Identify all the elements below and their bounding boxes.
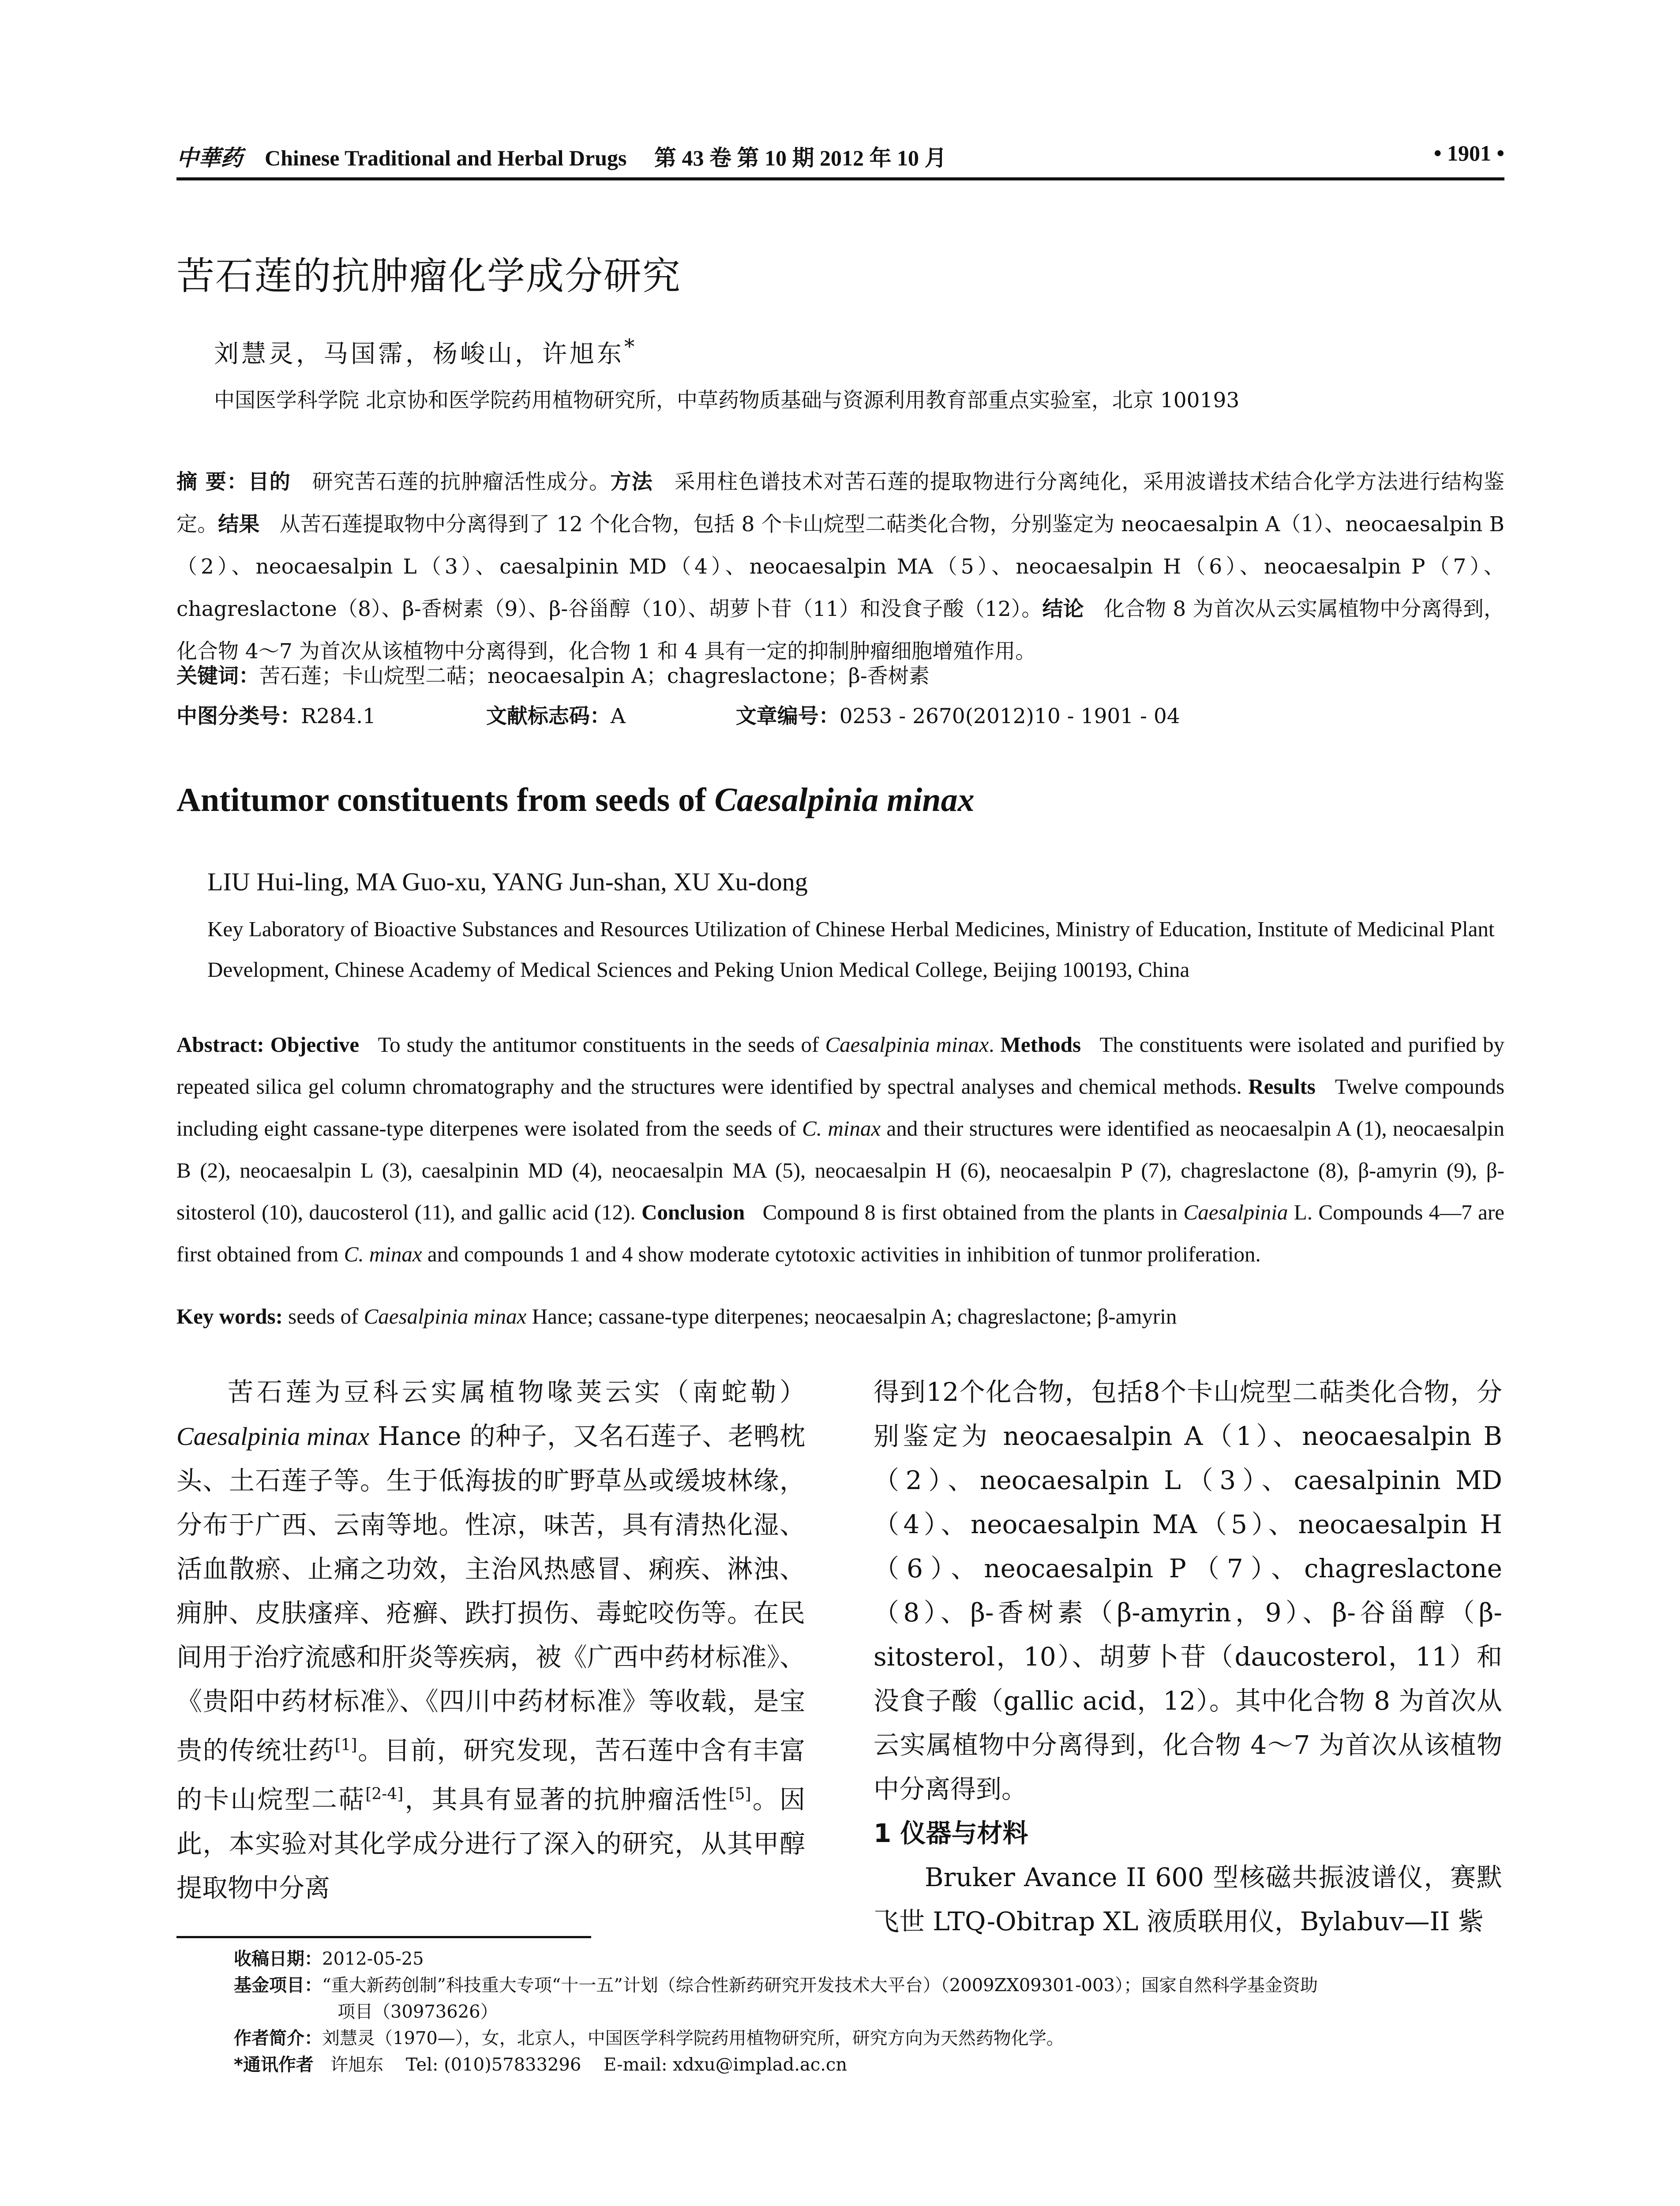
journal-issue: 第 43 卷 第 10 期 2012 年 10 月 [654, 146, 947, 170]
intro-text-a: 苦石莲为豆科云实属植物喙荚云实（南蛇勒） [228, 1377, 805, 1407]
cn-kw-text: 苦石莲；卡山烷型二萜；neocaesalpin A；chagreslactone；β-香树素 [259, 664, 930, 688]
header-rule [176, 177, 1504, 180]
footnotes [234, 1946, 1504, 2078]
journal-en-name: Chinese Traditional and Herbal Drugs [265, 146, 627, 170]
cn-concl-text: 化合物 8 为首次从云实属植物中分离得到，化合物 4～7 为首次从该植物中分离得到，化合物 1 和 4 具有一定的抑制肿瘤细胞增殖作用。 [176, 597, 1504, 664]
en-concl-genus: Caesalpinia [1183, 1200, 1288, 1224]
body-column-left [176, 1370, 805, 1910]
corr-text: 许旭东 Tel: (010)57833296 E-mail: xdxu@implad.ac.cn [313, 2055, 848, 2075]
cn-affiliation: 中国医学科学院 北京协和医学院药用植物研究所，中草药物质基础与资源利用教育部重点实验室，北京 100193 [214, 388, 1240, 413]
en-results-text-b: and their structures were identified as neocaesalpin A (1), neocaesalpin B (2), neocaesalpin L (3), caesalpinin MD (4), neocaesalpin MA (5), neocaesalpin H (6), neocaesalpin P (7), chagreslactone (8), β-amyrin (9), β-sitosterol (10), daucosterol (11), and gallic acid (12). [176, 1116, 1504, 1224]
cn-keywords [176, 655, 1504, 698]
cn-author-list: 刘慧灵，马国霈，杨峻山，许旭东 [214, 340, 624, 368]
instruments-paragraph: Bruker Avance II 600 型核磁共振波谱仪，赛默飞世 LTQ-Obitrap XL 液质联用仪，Bylabuv—II 紫 [874, 1862, 1502, 1936]
citation-2-4[interactable]: [2-4] [365, 1785, 404, 1804]
cn-obj-text: 研究苦石莲的抗肿瘤活性成分。 [312, 470, 611, 494]
cn-kw-label: 关键词： [176, 664, 259, 688]
en-concl-species: C. minax [344, 1242, 422, 1266]
en-kw-species: Caesalpinia minax [364, 1304, 527, 1328]
author-label: 作者简介： [234, 2028, 322, 2048]
en-kw-text-b: Hance; cassane-type diterpenes; neocaesalpin A; chagreslactone; β-amyrin [526, 1304, 1177, 1328]
en-methods-label: Methods [1000, 1032, 1081, 1057]
en-concl-text-a: Compound 8 is first obtained from the plants in [762, 1200, 1184, 1224]
compounds-paragraph: 得到12个化合物，包括8个卡山烷型二萜类化合物，分别鉴定为 neocaesalpin A（1）、neocaesalpin B（2）、neocaesalpin L（3）、caesalpinin MD（4）、neocaesalpin MA（5）、neocaesalpin H（6）、neocaesalpin P（7）、chagreslactone（8）、β-香树素（β-amyrin，9）、β-谷甾醇（β-sitosterol，10）、胡萝卜苷（daucosterol，11）和没食子酸（gallic acid，12）。其中化合物 8 为首次从云实属植物中分离得到，化合物 4～7 为首次从该植物中分离得到。 [874, 1377, 1502, 1804]
en-concl-text-c: and compounds 1 and 4 show moderate cytotoxic activities in inhibition of tunmor proliferation. [422, 1242, 1261, 1266]
body-column-right [874, 1370, 1502, 1943]
en-objective-text: To study the antitumor constituents in the seeds of [378, 1032, 825, 1057]
journal-cn-name: 中華药 [176, 145, 243, 171]
en-title-plain: Antitumor constituents from seeds of [176, 781, 715, 818]
fund-label: 基金项目： [234, 1975, 322, 1996]
running-header [176, 140, 1504, 171]
corresponding-star: * [624, 335, 638, 359]
cn-abstract [176, 461, 1504, 673]
cn-classification [176, 695, 1504, 738]
cn-results-text: 从苦石莲提取物中分离得到了 12 个化合物，包括 8 个卡山烷型二萜类化合物，分别鉴定为 neocaesalpin A（1）、neocaesalpin B（2）、neocaesalpin L（3）、caesalpinin MD（4）、neocaesalpin MA（5）、neocaesalpin H（6）、neocaesalpin P（7）、chagreslactone（8）、β-香树素（9）、β-谷甾醇（10）、胡萝卜苷（11）和没食子酸（12）。 [176, 512, 1505, 621]
en-authors: LIU Hui-ling, MA Guo-xu, YANG Jun-shan, XU Xu-dong [207, 867, 808, 896]
received-label: 收稿日期： [234, 1949, 322, 1969]
en-keywords [176, 1304, 1504, 1329]
en-title-species: Caesalpinia minax [714, 781, 975, 818]
footnote-author [234, 2025, 1504, 2052]
en-results-species: C. minax [802, 1116, 881, 1141]
cn-abstract-label: 摘 要： [176, 470, 248, 494]
intro-text-c: 。目前，研究发现，苦石莲中含有丰富的卡山烷型二萜 [176, 1735, 805, 1815]
en-concl-label: Conclusion [641, 1200, 745, 1224]
en-title [176, 781, 975, 819]
fund-text: “重大新药创制”科技重大专项“十一五”计划（综合性新药研究开发技术大平台）（2009ZX09301-003）；国家自然科学基金资助 [322, 1975, 1318, 1996]
cn-art-label: 文章编号： [735, 704, 840, 728]
footnote-rule [176, 1936, 591, 1938]
footnote-received [234, 1946, 1504, 1972]
en-results-text-a: Twelve compounds including eight cassane-type diterpenes were isolated from the seeds of [176, 1074, 1505, 1141]
footnote-fund-cont: 项目（30973626） [338, 2002, 498, 2022]
intro-text-b: Hance 的种子，又名石莲子、老鸭枕头、土石莲子等。生于低海拔的旷野草丛或缓坡林缘，分布于广西、云南等地。性凉，味苦，具有清热化湿、活血散瘀、止痛之功效，主治风热感冒、痢疾、淋浊、痈肿、皮肤瘙痒、疮癣、跌打损伤、毒蛇咬伤等。在民间用于治疗流感和肝炎等疾病，被《广西中药材标准》、《贵阳中药材标准》、《四川中药材标准》等收载，是宝贵的传统壮药 [176, 1421, 805, 1766]
cn-title: 苦石莲的抗肿瘤化学成分研究 [176, 254, 681, 298]
en-concl-text-b: L. Compounds 4—7 are first obtained from [176, 1200, 1504, 1266]
cn-results-label: 结果 [218, 512, 260, 536]
footnote-corresponding [234, 2052, 1504, 2078]
intro-paragraph [176, 1370, 805, 1910]
en-objective-end: . [989, 1032, 994, 1057]
intro-text-e: 。因此，本实验对其化学成分进行了深入的研究，从其甲醇提取物中分离 [176, 1784, 805, 1903]
en-kw-text-a: seeds of [282, 1304, 364, 1328]
cn-class-value: R284.1 [301, 704, 376, 728]
cn-obj-label: 目的 [248, 470, 291, 494]
en-kw-label: Key words: [176, 1304, 283, 1328]
en-affiliation: Key Laboratory of Bioactive Substances and Resources Utilization of Chinese Herbal Medicines, Ministry of Education, Institute of Medicinal Plant Development, Chinese Academy of Medical Sciences and Peking Union Medical College, Beijing 100193, China [207, 917, 1495, 982]
received-date: 2012-05-25 [322, 1949, 424, 1969]
cn-class-label: 中图分类号： [176, 704, 301, 728]
cn-authors [214, 334, 637, 370]
cn-doc-value: A [610, 704, 626, 728]
citation-5[interactable]: [5] [728, 1785, 751, 1804]
en-results-label: Results [1248, 1074, 1316, 1099]
cn-art-value: 0253 - 2670(2012)10 - 1901 - 04 [839, 704, 1180, 728]
footnote-fund [234, 1972, 1504, 1999]
corr-label: *通讯作者 [234, 2055, 314, 2075]
en-methods-text: The constituents were isolated and purified by repeated silica gel column chromatography and the structures were identified by spectral analyses and chemical methods. [176, 1032, 1505, 1099]
en-abstract [176, 1024, 1504, 1275]
en-objective-species: Caesalpinia minax [825, 1032, 989, 1057]
intro-text-d: ，其具有显著的抗肿瘤活性 [403, 1784, 729, 1815]
page-number: • 1901 • [1433, 141, 1504, 165]
cn-methods-label: 方法 [610, 470, 653, 494]
cn-concl-label: 结论 [1042, 597, 1084, 621]
author-text: 刘慧灵（1970—），女，北京人，中国医学科学院药用植物研究所，研究方向为天然药物化学。 [322, 2028, 1064, 2048]
cn-doc-label: 文献标志码： [486, 704, 611, 728]
intro-species: Caesalpinia minax [176, 1422, 370, 1451]
cn-methods-text: 采用柱色谱技术对苦石莲的提取物进行分离纯化，采用波谱技术结合化学方法进行结构鉴定。 [176, 470, 1504, 536]
en-abstract-label: Abstract: Objective [176, 1032, 360, 1057]
citation-1[interactable]: [1] [334, 1736, 357, 1754]
section-heading-1: 1 仪器与材料 [874, 1818, 1028, 1848]
